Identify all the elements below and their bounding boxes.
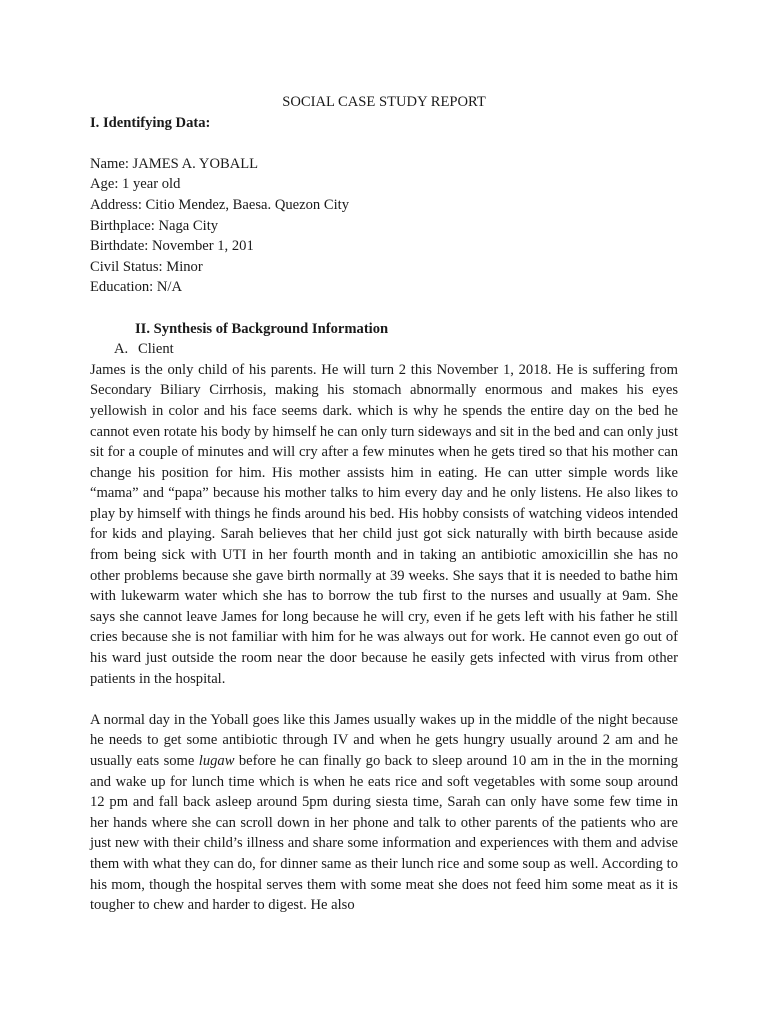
field-civil-status: Civil Status: Minor xyxy=(90,258,203,275)
field-name: Name: JAMES A. YOBALL xyxy=(90,155,259,172)
document-title: SOCIAL CASE STUDY REPORT xyxy=(282,94,486,110)
paragraph-text-start: A normal day in the Yoball goes like this James usually wakes up in the middle of the night because he needs to get some antibiotic through IV and when he gets hungry usually around 2 am and he usually eats some xyxy=(90,711,678,769)
subsection-letter: A. xyxy=(114,341,129,358)
subsection-client xyxy=(90,339,678,360)
paragraph-client: James is the only child of his parents. He will turn 2 this November 1, 2018. He is suffering from Secondary Biliary Cirrhosis, making his stomach abnormally enormous and makes his eyes yellowish in color and his face seems dark. which is why he spends the entire day on the bed he cannot even rotate his body by himself he can only turn sideways and sit in the bed and can only just sit for a couple of minutes and will cry after a few minutes when he gets tired so that his mother can change his position for him. His mother assists him in eating. He can utter simple words like “mama” and “papa” because his mother talks to him every day and he only listens. He also likes to play by himself with things he finds around his bed. His hobby consists of watching videos intended for kids and playing. Sarah believes that her child just got sick naturally with birth because aside from being sick with UTI in her fourth month and in taking an antibiotic amoxicillin she has no other problems because she gave birth normally at 39 weeks. She says that it is needed to bathe him with lukewarm water which she has to borrow the tub first to the nurses and usually at 9am. She says she cannot leave James for long because he will cry, even if he gets left with his father he still cries because she is not familiar with him for he was always out for work. He cannot even go out of his ward just outside the room near the door because he easily gets infected with virus from other patients in the hospital. xyxy=(90,361,678,687)
field-age: Age: 1 year old xyxy=(90,176,181,193)
italic-term-lugaw: lugaw xyxy=(198,753,235,769)
field-birthdate: Birthdate: November 1, 201 xyxy=(90,238,254,255)
section-heading-background: II. Synthesis of Background Information xyxy=(135,320,389,337)
document-body xyxy=(90,92,678,916)
subsection-label: Client xyxy=(138,341,174,358)
section-heading-identifying-data: I. Identifying Data: xyxy=(90,114,211,131)
field-education: Education: N/A xyxy=(90,279,183,296)
blank-line xyxy=(90,689,678,710)
blank-line xyxy=(90,298,678,319)
paragraph-daily-routine xyxy=(90,710,678,916)
blank-line xyxy=(90,133,678,154)
field-birthplace: Birthplace: Naga City xyxy=(90,217,219,234)
paragraph-text-end: before he can finally go back to sleep around 10 am in the in the morning and wake up for lunch time which is when he eats rice and soft vegetables with some soup around 12 pm and fall back asleep around 5pm during siesta time, Sarah can only have some few time in her hands where she can scroll down in her phone and talk to other parents of the patients who are just new with their child’s illness and share some information and experiences with them and advise them with what they can do, for dinner same as their lunch rice and some soup as well. According to his mom, though the hospital serves them with some meat she does not feed him some meat as it is tougher to chew and harder to digest. He also xyxy=(90,753,678,914)
field-address: Address: Citio Mendez, Baesa. Quezon City xyxy=(90,196,349,213)
